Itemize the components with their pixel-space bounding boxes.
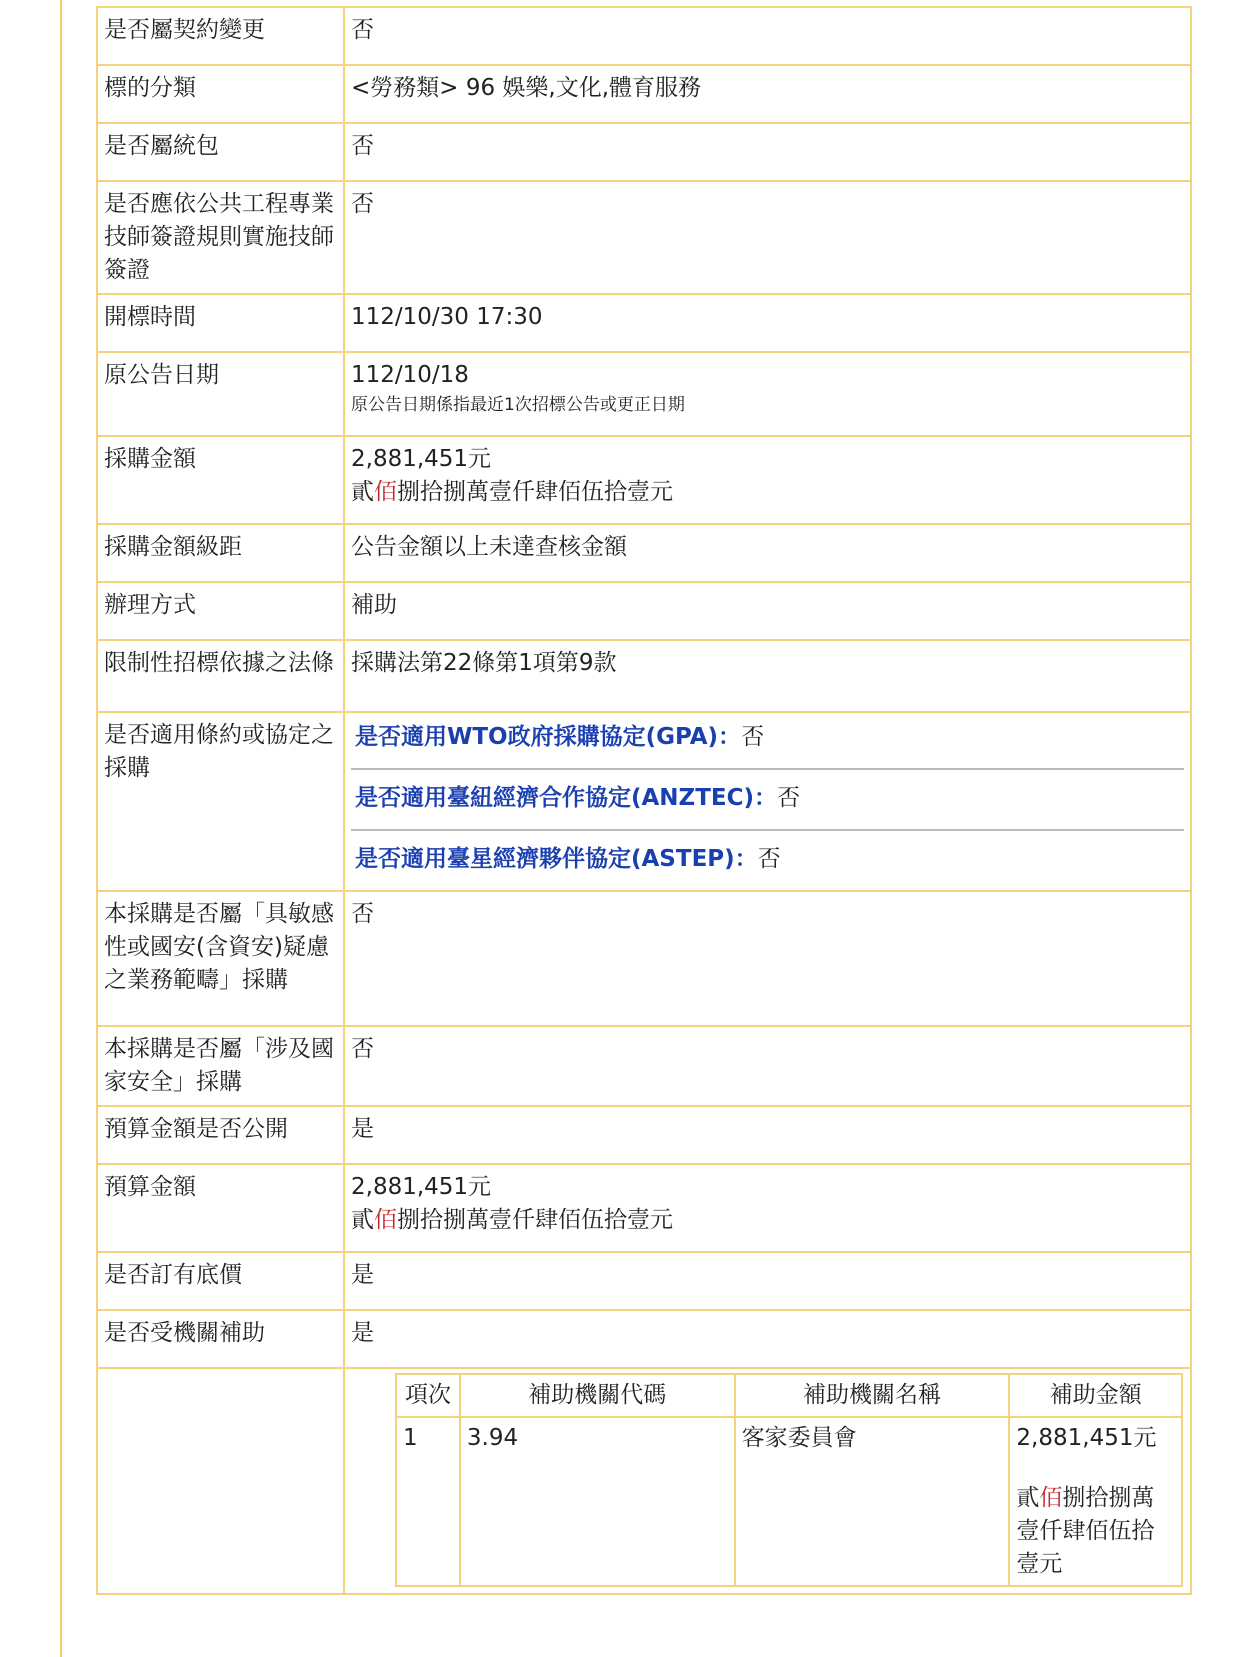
row-value	[344, 352, 1191, 436]
row-label: 是否適用條約或協定之採購	[97, 712, 344, 891]
row-budget-public	[97, 1106, 1191, 1164]
row-label: 是否屬契約變更	[97, 7, 344, 65]
subsidy-table	[395, 1373, 1183, 1587]
treaty-astep	[351, 841, 1184, 884]
row-floor-price	[97, 1252, 1191, 1310]
subsidy-words-highlight: 佰	[1039, 1485, 1063, 1511]
row-label: 採購金額	[97, 436, 344, 524]
row-value: 112/10/30 17:30	[344, 294, 1191, 352]
budget-in-words	[351, 1204, 1184, 1237]
row-value	[344, 712, 1191, 891]
row-label: 是否訂有底價	[97, 1252, 344, 1310]
row-budget	[97, 1164, 1191, 1252]
date-note: 原公告日期係指最近1次招標公告或更正日期	[351, 395, 685, 415]
amount-number: 2,881,451元	[351, 446, 492, 472]
row-label: 辦理方式	[97, 582, 344, 640]
row-bundled	[97, 123, 1191, 181]
row-engineer-cert	[97, 181, 1191, 294]
subsidy-words-part: 貳	[1016, 1485, 1040, 1511]
subsidy-amount-number: 2,881,451元	[1016, 1425, 1157, 1451]
row-label-empty	[97, 1368, 344, 1594]
row-amount-level	[97, 524, 1191, 582]
row-label: 採購金額級距	[97, 524, 344, 582]
treaty-name: 是否適用臺星經濟夥伴協定(ASTEP)：	[355, 846, 758, 872]
row-value: 採購法第22條第1項第9款	[344, 640, 1191, 712]
row-contract-change	[97, 7, 1191, 65]
row-label: 是否受機關補助	[97, 1310, 344, 1368]
row-label: 是否應依公共工程專業技師簽證規則實施技師簽證	[97, 181, 344, 294]
row-value	[344, 1368, 1191, 1594]
amount-in-words	[351, 476, 1184, 509]
treaty-divider	[351, 768, 1184, 770]
row-subsidy-detail	[97, 1368, 1191, 1594]
left-margin-rule	[60, 0, 62, 1657]
row-label: 本採購是否屬「涉及國家安全」採購	[97, 1026, 344, 1106]
treaty-name: 是否適用WTO政府採購協定(GPA)：	[355, 724, 742, 750]
row-value: 是	[344, 1310, 1191, 1368]
date-value: 112/10/18	[351, 362, 469, 388]
row-label: 標的分類	[97, 65, 344, 123]
subsidy-col-amount: 補助金額	[1009, 1374, 1182, 1417]
row-label: 預算金額是否公開	[97, 1106, 344, 1164]
row-treaty	[97, 712, 1191, 891]
treaty-value: 否	[777, 785, 801, 811]
amount-words-part: 貳	[351, 479, 374, 505]
subsidy-no: 1	[396, 1417, 460, 1586]
subsidy-amount	[1009, 1417, 1182, 1586]
amount-words-highlight: 佰	[374, 479, 397, 505]
treaty-anztec	[351, 780, 1184, 823]
row-label: 限制性招標依據之法條	[97, 640, 344, 712]
row-value: 是	[344, 1252, 1191, 1310]
amount-words-part: 捌拾捌萬壹仟肆佰伍拾壹元	[397, 479, 673, 505]
row-subsidized	[97, 1310, 1191, 1368]
row-label: 原公告日期	[97, 352, 344, 436]
treaty-value: 否	[757, 846, 781, 872]
row-label: 是否屬統包	[97, 123, 344, 181]
row-open-time	[97, 294, 1191, 352]
row-label: 預算金額	[97, 1164, 344, 1252]
row-value: 否	[344, 891, 1191, 1026]
budget-words-part: 貳	[351, 1207, 374, 1233]
treaty-value: 否	[741, 724, 765, 750]
row-value	[344, 1164, 1191, 1252]
row-value	[344, 436, 1191, 524]
row-method	[97, 582, 1191, 640]
budget-number: 2,881,451元	[351, 1174, 492, 1200]
row-value: 否	[344, 123, 1191, 181]
budget-words-part: 捌拾捌萬壹仟肆佰伍拾壹元	[397, 1207, 673, 1233]
row-value: 否	[344, 1026, 1191, 1106]
row-legal-basis	[97, 640, 1191, 712]
row-value: <勞務類> 96 娛樂,文化,體育服務	[344, 65, 1191, 123]
row-value: 是	[344, 1106, 1191, 1164]
treaty-gpa	[351, 719, 1184, 762]
row-label: 本採購是否屬「具敏感性或國安(含資安)疑慮之業務範疇」採購	[97, 891, 344, 1026]
subsidy-code: 3.94	[460, 1417, 735, 1586]
subsidy-col-no: 項次	[396, 1374, 460, 1417]
subsidy-header-row	[396, 1374, 1182, 1417]
tender-detail-table	[96, 6, 1192, 1595]
table-row	[396, 1417, 1182, 1586]
subsidy-words-part: 捌拾捌萬壹仟肆佰伍拾壹元	[1016, 1485, 1155, 1577]
row-category	[97, 65, 1191, 123]
subsidy-amount-in-words	[1016, 1482, 1175, 1581]
subsidy-col-code: 補助機關代碼	[460, 1374, 735, 1417]
row-original-date	[97, 352, 1191, 436]
row-value: 否	[344, 181, 1191, 294]
subsidy-col-name: 補助機關名稱	[735, 1374, 1010, 1417]
budget-words-highlight: 佰	[374, 1207, 397, 1233]
treaty-divider	[351, 829, 1184, 831]
row-national-security	[97, 1026, 1191, 1106]
row-value: 公告金額以上未達查核金額	[344, 524, 1191, 582]
subsidy-agency: 客家委員會	[735, 1417, 1010, 1586]
row-value: 補助	[344, 582, 1191, 640]
treaty-name: 是否適用臺紐經濟合作協定(ANZTEC)：	[355, 785, 778, 811]
row-amount	[97, 436, 1191, 524]
row-value: 否	[344, 7, 1191, 65]
row-sensitive	[97, 891, 1191, 1026]
row-label: 開標時間	[97, 294, 344, 352]
